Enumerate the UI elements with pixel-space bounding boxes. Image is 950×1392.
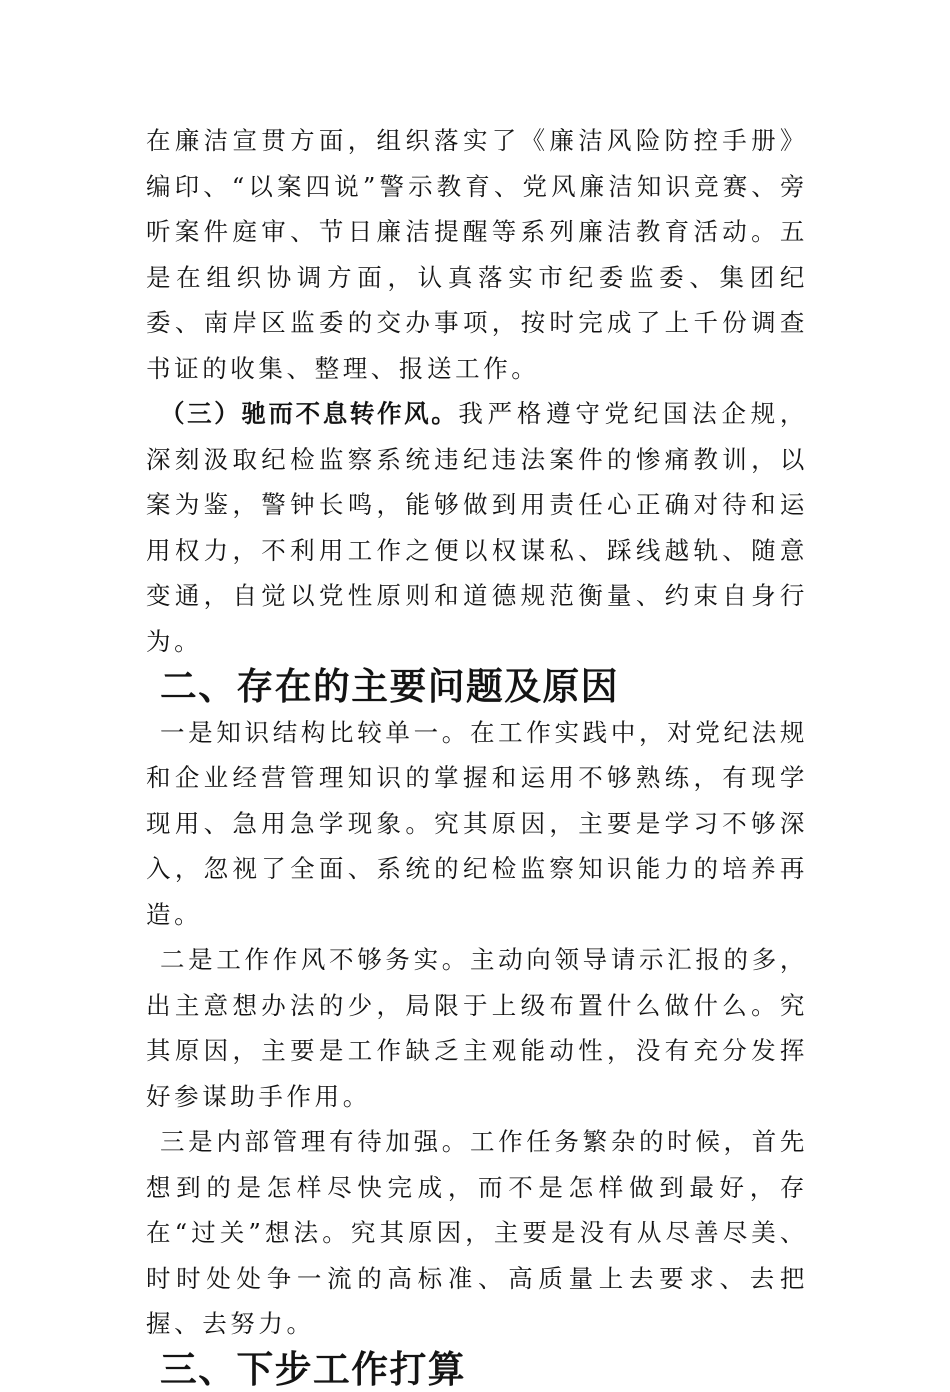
paragraph-work-style	[146, 391, 808, 664]
section-heading-problems: 二、存在的主要问题及原因	[146, 664, 808, 710]
paragraph-integrity-publicity: 在廉洁宣贯方面，组织落实了《廉洁风险防控手册》编印、“以案四说”警示教育、党风廉洁知识竞赛、旁听案件庭审、节日廉洁提醒等系列廉洁教育活动。五是在组织协调方面，认真落实市纪委监委、集团纪委、南岸区监委的交办事项，按时完成了上千份调查书证的收集、整理、报送工作。	[146, 118, 808, 391]
problem-item-management: 三是内部管理有待加强。工作任务繁杂的时候，首先想到的是怎样尽快完成，而不是怎样做到最好，存在“过关”想法。究其原因，主要是没有从尽善尽美、时时处处争一流的高标准、高质量上去要求、去把握、去努力。	[146, 1119, 808, 1347]
problem-item-knowledge: 一是知识结构比较单一。在工作实践中，对党纪法规和企业经营管理知识的掌握和运用不够熟练，有现学现用、急用急学现象。究其原因，主要是学习不够深入，忽视了全面、系统的纪检监察知识能力的培养再造。	[146, 710, 808, 938]
problem-item-work-style: 二是工作作风不够务实。主动向领导请示汇报的多，出主意想办法的少，局限于上级布置什么做什么。究其原因，主要是工作缺乏主观能动性，没有充分发挥好参谋助手作用。	[146, 937, 808, 1119]
section-heading-next-steps: 三、下步工作打算	[146, 1347, 808, 1392]
document-body	[146, 118, 808, 1392]
paragraph-work-style-lead: （三）驰而不息转作风。	[160, 399, 458, 428]
paragraph-work-style-text: 我严格遵守党纪国法企规，深刻汲取纪检监察系统违纪违法案件的惨痛教训，以案为鉴，警钟长鸣，能够做到用责任心正确对待和运用权力，不利用工作之便以权谋私、踩线越轨、随意变通，自觉以党性原则和道德规范衡量、约束自身行为。	[146, 399, 808, 656]
